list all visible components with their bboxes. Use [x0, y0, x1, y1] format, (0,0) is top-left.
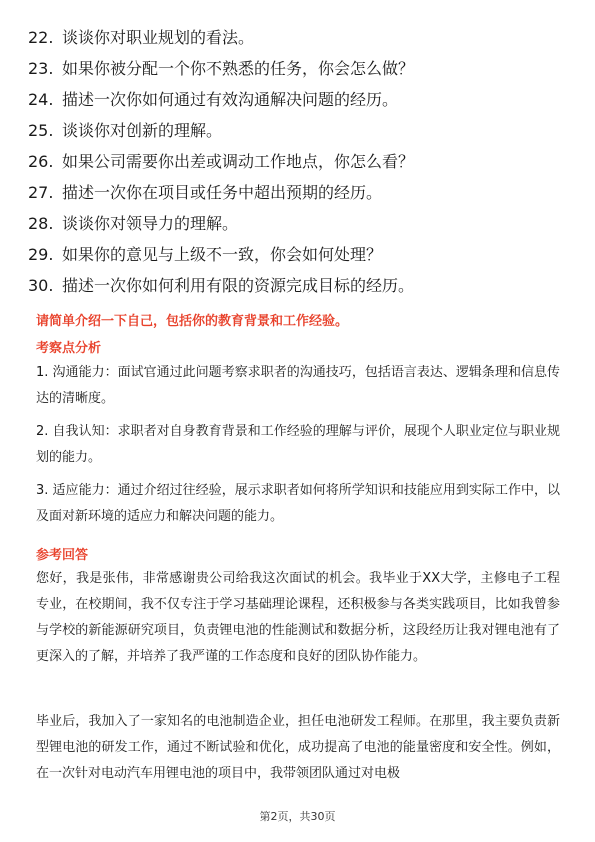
list-item	[28, 84, 568, 115]
list-item	[28, 270, 568, 301]
question-number: 30.	[28, 276, 54, 295]
analysis-heading: 考察点分析	[36, 341, 102, 356]
question-number: 24.	[28, 90, 54, 109]
featured-question-title: 请简单介绍一下自己，包括你的教育背景和工作经验。	[36, 314, 349, 329]
question-text: 描述一次你在项目或任务中超出预期的经历。	[62, 183, 383, 202]
analysis-point: 2. 自我认知：求职者对自身教育背景和工作经验的理解与评价，展现个人职业定位与职业规划的能力。	[36, 424, 560, 465]
page-footer: 第2页，共30页	[259, 810, 336, 823]
question-text: 描述一次你如何通过有效沟通解决问题的经历。	[62, 90, 399, 109]
list-item	[28, 53, 568, 84]
analysis-point: 1. 沟通能力：面试官通过此问题考察求职者的沟通技巧，包括语言表达、逻辑条理和信息传达的清晰度。	[36, 365, 560, 406]
question-list	[28, 22, 568, 301]
question-number: 22.	[28, 28, 54, 47]
analysis-point: 3. 适应能力：通过介绍过往经验，展示求职者如何将所学知识和技能应用到实际工作中，以及面对新环境的适应力和解决问题的能力。	[36, 483, 560, 524]
answer-paragraph: 毕业后，我加入了一家知名的电池制造企业，担任电池研发工程师。在那里，我主要负责新型锂电池的研发工作，通过不断试验和优化，成功提高了电池的能量密度和安全性。例如，在一次针对电动汽车用锂电池的项目中，我带领团队通过对电极	[36, 714, 560, 781]
list-item	[28, 115, 568, 146]
question-text: 描述一次你如何利用有限的资源完成目标的经历。	[62, 276, 415, 295]
list-item	[28, 22, 568, 53]
question-text: 如果公司需要你出差或调动工作地点，你怎么看？	[62, 152, 415, 171]
question-number: 25.	[28, 121, 54, 140]
question-text: 如果你被分配一个你不熟悉的任务，你会怎么做？	[62, 59, 415, 78]
question-text: 谈谈你对职业规划的看法。	[62, 28, 255, 47]
list-item	[28, 239, 568, 270]
list-item	[28, 146, 568, 177]
answer-paragraph: 您好，我是张伟，非常感谢贵公司给我这次面试的机会。我毕业于XX大学，主修电子工程专业，在校期间，我不仅专注于学习基础理论课程，还积极参与各类实践项目，比如我曾参与学校的新能源研究项目，负责锂电池的性能测试和数据分析，这段经历让我对锂电池有了更深入的了解，并培养了我严谨的工作态度和良好的团队协作能力。	[36, 571, 560, 664]
answer-heading: 参考回答	[36, 548, 89, 563]
question-number: 26.	[28, 152, 54, 171]
question-text: 谈谈你对创新的理解。	[62, 121, 223, 140]
question-number: 29.	[28, 245, 54, 264]
question-text: 谈谈你对领导力的理解。	[62, 214, 239, 233]
list-item	[28, 208, 568, 239]
question-text: 如果你的意见与上级不一致，你会如何处理？	[62, 245, 383, 264]
question-number: 23.	[28, 59, 54, 78]
question-number: 27.	[28, 183, 54, 202]
question-number: 28.	[28, 214, 54, 233]
list-item	[28, 177, 568, 208]
